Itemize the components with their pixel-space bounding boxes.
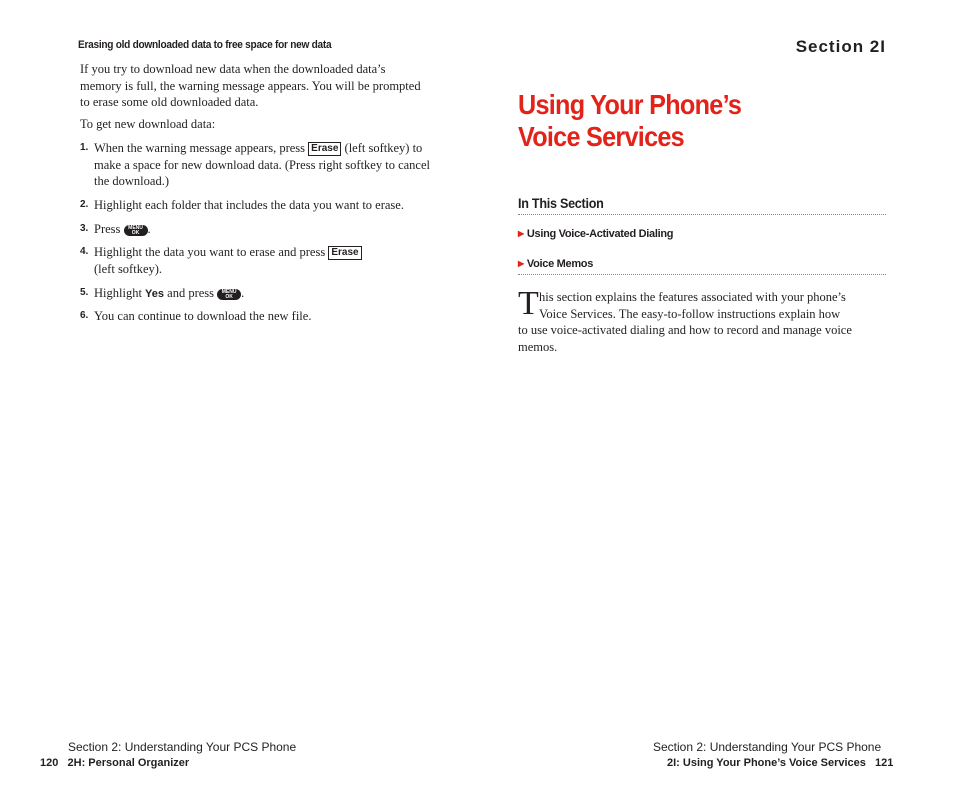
- step-text: .: [147, 222, 151, 236]
- menu-ok-key-icon: MENU OK: [124, 225, 148, 236]
- step-1: [80, 140, 440, 190]
- left-section-heading: Erasing old downloaded data to free space for new data: [78, 39, 332, 51]
- step-text: You can continue to download the new file.: [94, 309, 312, 323]
- step-4: [80, 244, 440, 277]
- yes-option-label: Yes: [145, 288, 165, 300]
- step-6: [80, 308, 440, 325]
- triangle-bullet-icon: ▶: [518, 259, 524, 268]
- left-footer-section: Section 2: Understanding Your PCS Phone: [68, 740, 297, 754]
- step-3: [80, 221, 440, 238]
- right-footer-page: 2I: Using Your Phone’s Voice Services 121: [667, 757, 894, 769]
- section-intro-paragraph: his section explains the features associated with your phone’s Voice Services. The easy-to-follow instructions explain how to use voice-activated dialing and how to record and manage voice memos.: [518, 290, 852, 354]
- step-number: 6.: [80, 310, 89, 321]
- step-text: Highlight each folder that includes the data you want to erase.: [94, 198, 404, 212]
- in-this-section-heading: In This Section: [518, 195, 604, 211]
- step-text: .: [241, 286, 245, 300]
- right-footer-section: Section 2: Understanding Your PCS Phone: [653, 740, 882, 754]
- step-text: Highlight the data you want to erase and press: [94, 245, 326, 259]
- erase-softkey-label: Erase: [328, 246, 361, 260]
- step-number: 1.: [80, 142, 89, 153]
- drop-cap: T: [518, 285, 539, 322]
- toc-item[interactable]: ▶ Using Voice-Activated Dialing: [518, 228, 674, 240]
- get-new-download-label: To get new download data:: [80, 117, 216, 131]
- step-number: 5.: [80, 287, 89, 298]
- step-text: and press: [167, 286, 215, 300]
- divider: [518, 274, 886, 275]
- toc-item[interactable]: ▶ Voice Memos: [518, 258, 594, 270]
- step-text: (left softkey) to make a space for new download data. (Press right softkey to cancel the download.): [94, 141, 430, 188]
- divider: [518, 214, 886, 215]
- step-number: 3.: [80, 223, 89, 234]
- step-2: [80, 197, 440, 214]
- step-text: Press: [94, 222, 121, 236]
- intro-paragraph: If you try to download new data when the downloaded data’s memory is full, the warning message appears. You will be prompted to erase some old downloaded data.: [80, 62, 421, 109]
- step-text: (left softkey).: [94, 261, 163, 276]
- section-label: Section 2I: [795, 37, 886, 56]
- step-text: Highlight: [94, 286, 142, 300]
- step-number: 2.: [80, 199, 89, 210]
- page-title: Using Your Phone’s Voice Services: [518, 89, 742, 152]
- step-5: [80, 285, 440, 303]
- erase-softkey-label: Erase: [308, 142, 341, 156]
- step-number: 4.: [80, 246, 89, 257]
- step-text: When the warning message appears, press: [94, 141, 306, 155]
- triangle-bullet-icon: ▶: [518, 229, 524, 238]
- menu-ok-key-icon: MENU OK: [217, 289, 241, 300]
- left-footer-page: 120 2H: Personal Organizer: [40, 757, 190, 769]
